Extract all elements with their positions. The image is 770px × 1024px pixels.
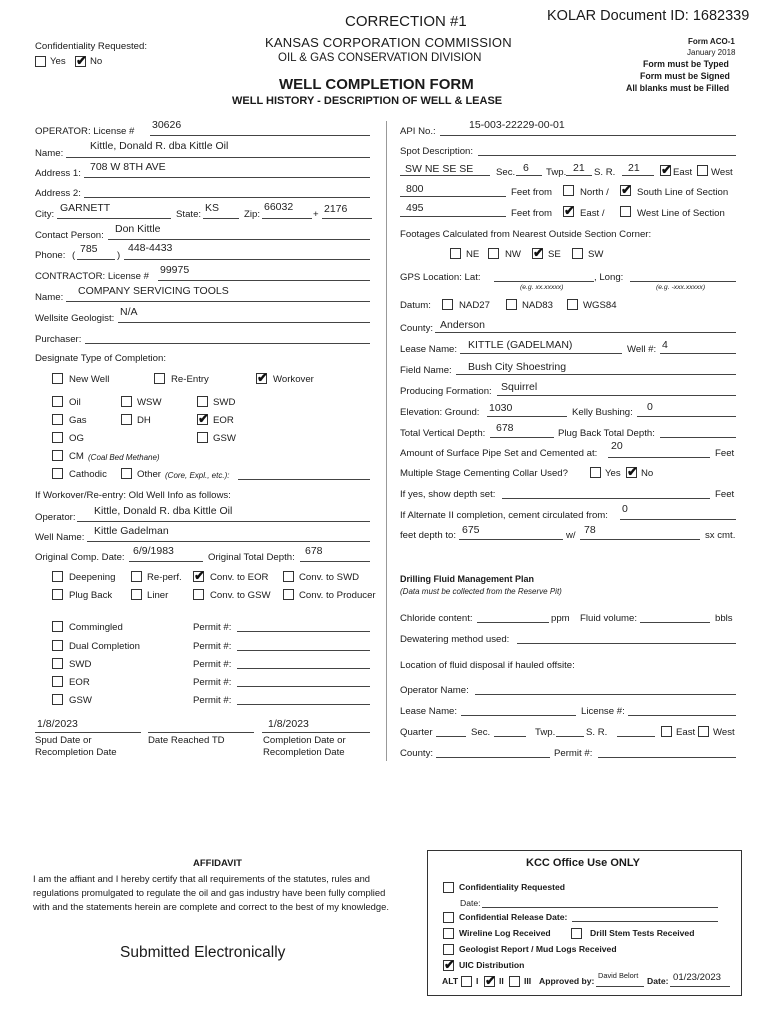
- feet-depth-value[interactable]: 675: [462, 524, 480, 536]
- gsw-checkbox[interactable]: [197, 432, 208, 443]
- permit-label: Permit #:: [193, 677, 232, 688]
- confidentiality-yes-label: Yes: [50, 56, 66, 67]
- kcc-uic-label: UIC Distribution: [459, 960, 525, 970]
- kcc-dst-label: Drill Stem Tests Received: [590, 928, 695, 938]
- eor2-label: EOR: [69, 677, 90, 688]
- multistage-no-checkbox[interactable]: [626, 467, 637, 478]
- spot-description-label: Spot Description:: [400, 146, 474, 157]
- form-id: Form ACO-1: [688, 37, 735, 46]
- feet-from-ns-value[interactable]: 800: [406, 183, 424, 195]
- geologist-label: Wellsite Geologist:: [35, 313, 115, 324]
- s-r-label: S. R.: [594, 167, 616, 178]
- county-value[interactable]: Anderson: [440, 319, 485, 331]
- agency-division: OIL & GAS CONSERVATION DIVISION: [278, 52, 482, 64]
- ppm-unit: ppm: [551, 613, 570, 624]
- swd2-label: SWD: [69, 659, 92, 670]
- kcc-conf-label: Confidentiality Requested: [459, 882, 565, 892]
- conv-gsw-label: Conv. to GSW: [210, 590, 271, 601]
- liner-label: Liner: [147, 590, 169, 601]
- kcc-uic-checkbox[interactable]: [443, 960, 454, 971]
- sx-value[interactable]: 78: [584, 524, 596, 536]
- liner-checkbox[interactable]: [131, 589, 142, 600]
- dfm-title: Drilling Fluid Management Plan: [400, 574, 535, 584]
- kcc-wireline-checkbox[interactable]: [443, 928, 454, 939]
- contractor-license-value[interactable]: 99975: [160, 264, 190, 276]
- sw-checkbox[interactable]: [572, 248, 583, 259]
- field-name-label: Field Name:: [400, 365, 452, 376]
- alt2-value[interactable]: 0: [622, 503, 628, 515]
- confidentiality-no-checkbox[interactable]: [75, 56, 86, 67]
- eor2-checkbox[interactable]: [52, 676, 63, 687]
- alt2-label: If Alternate II completion, cement circulated from:: [400, 510, 608, 521]
- cm-checkbox[interactable]: [52, 450, 63, 461]
- spud-date-label-1: Spud Date or: [35, 735, 92, 746]
- fluid-volume-label: Fluid volume:: [580, 613, 638, 624]
- plug-back-checkbox[interactable]: [52, 589, 63, 600]
- disposal-permit-label: Permit #:: [554, 748, 593, 759]
- fluid-disposal-label: Location of fluid disposal if hauled offsite:: [400, 660, 575, 671]
- reperf-label: Re-perf.: [147, 572, 182, 583]
- kelly-bushing-value[interactable]: 0: [647, 401, 653, 413]
- address1-value[interactable]: 708 W 8TH AVE: [90, 161, 166, 173]
- kcc-alt-label: ALT: [442, 976, 459, 986]
- spud-date-value[interactable]: 1/8/2023: [37, 718, 78, 730]
- contact-value[interactable]: Don Kittle: [115, 223, 161, 235]
- permit-label: Permit #:: [193, 659, 232, 670]
- field-name-value[interactable]: Bush City Shoestring: [468, 361, 567, 373]
- wsw-checkbox[interactable]: [121, 396, 132, 407]
- conv-eor-label: Conv. to EOR: [210, 572, 269, 583]
- contractor-name-label: Name:: [35, 292, 64, 303]
- orig-comp-date-label: Original Comp. Date:: [35, 552, 125, 563]
- submitted-electronically: Submitted Electronically: [120, 944, 286, 961]
- twp-value[interactable]: 21: [573, 162, 585, 174]
- operator-license-label: OPERATOR: License #: [35, 126, 135, 137]
- west2-label: West Line of Section: [637, 208, 725, 219]
- kcc-approver-value: David Belort: [598, 971, 639, 980]
- purchaser-label: Purchaser:: [35, 334, 82, 345]
- producing-formation-value[interactable]: Squirrel: [501, 381, 538, 393]
- city-label: City:: [35, 209, 55, 220]
- feet-unit: Feet: [715, 448, 735, 459]
- depth-set-label: If yes, show depth set:: [400, 489, 496, 500]
- other-label: Other: [137, 469, 161, 480]
- zip-value[interactable]: 66032: [264, 201, 294, 213]
- kcc-wireline-label: Wireline Log Received: [459, 928, 551, 938]
- kcc-alt-iii-checkbox[interactable]: [509, 976, 520, 987]
- kcc-alt-iii-label: III: [524, 976, 532, 986]
- operator-license-value[interactable]: 30626: [152, 119, 182, 131]
- contractor-name-value[interactable]: COMPANY SERVICING TOOLS: [78, 285, 229, 297]
- disposal-sr-label: S. R.: [586, 727, 608, 738]
- address2-label: Address 2:: [35, 188, 81, 199]
- phone-area-value[interactable]: 785: [80, 243, 98, 255]
- form-note-typed: Form must be Typed: [643, 59, 729, 69]
- ne-label: NE: [466, 249, 480, 260]
- kcc-conf-checkbox[interactable]: [443, 882, 454, 893]
- plug-back-label: Plug Back: [69, 590, 113, 601]
- state-value[interactable]: KS: [205, 202, 220, 214]
- se-label: SE: [548, 249, 561, 260]
- w-label: w/: [566, 530, 576, 541]
- feet-unit: Feet: [715, 489, 735, 500]
- quarter-label: Quarter: [400, 727, 433, 738]
- permit-label: Permit #:: [193, 695, 232, 706]
- well-name-label: Well Name:: [35, 532, 85, 543]
- completion-date-label-2: Recompletion Date: [263, 747, 345, 758]
- kcc-conf-release-checkbox[interactable]: [443, 912, 454, 923]
- commingled-label: Commingled: [69, 622, 123, 633]
- dual-completion-checkbox[interactable]: [52, 640, 63, 651]
- og-label: OG: [69, 433, 84, 444]
- kcc-approved-label: Approved by:: [539, 976, 595, 986]
- contact-label: Contact Person:: [35, 230, 104, 241]
- nw-label: NW: [505, 249, 521, 260]
- producing-formation-label: Producing Formation:: [400, 386, 492, 397]
- form-title: WELL COMPLETION FORM: [279, 76, 474, 93]
- confidentiality-yes-checkbox[interactable]: [35, 56, 46, 67]
- multistage-no-label: No: [641, 468, 654, 479]
- form-note-signed: Form must be Signed: [640, 71, 730, 81]
- address1-label: Address 1:: [35, 168, 81, 179]
- dual-completion-label: Dual Completion: [69, 641, 140, 652]
- east2-checkbox[interactable]: [563, 206, 574, 217]
- reperf-checkbox[interactable]: [131, 571, 142, 582]
- wgs84-checkbox[interactable]: [567, 299, 578, 310]
- sec-label: Sec.: [496, 167, 516, 178]
- south-label: South Line of Section: [637, 187, 729, 198]
- orig-total-depth-value[interactable]: 678: [305, 545, 323, 557]
- tvd-value[interactable]: 678: [496, 422, 514, 434]
- td-date-label: Date Reached TD: [148, 735, 225, 746]
- disposal-west-label: West: [713, 727, 735, 738]
- disposal-county-label: County:: [400, 748, 434, 759]
- gsw-label: GSW: [213, 433, 236, 444]
- kolar-document-id: KOLAR Document ID: 1682339: [547, 8, 750, 24]
- permit-label: Permit #:: [193, 641, 232, 652]
- api-value[interactable]: 15-003-22229-00-01: [469, 119, 565, 131]
- re-entry-checkbox[interactable]: [154, 373, 165, 384]
- conv-gsw-checkbox[interactable]: [193, 589, 204, 600]
- nad27-label: NAD27: [459, 300, 490, 311]
- west-label: West: [711, 167, 733, 178]
- feet-from-ew-value[interactable]: 495: [406, 202, 424, 214]
- well-number-label: Well #:: [627, 344, 657, 355]
- disposal-license-label: License #:: [581, 706, 625, 717]
- pbtd-label: Plug Back Total Depth:: [558, 428, 655, 439]
- kcc-title: KCC Office Use ONLY: [526, 857, 640, 869]
- permit-label: Permit #:: [193, 622, 232, 633]
- agency-name: KANSAS CORPORATION COMMISSION: [265, 35, 512, 50]
- oil-checkbox[interactable]: [52, 396, 63, 407]
- surface-pipe-value[interactable]: 20: [611, 440, 623, 452]
- other-note: (Core, Expl., etc.):: [165, 471, 230, 480]
- elevation-label: Elevation: Ground:: [400, 407, 480, 418]
- gps-lat-label: GPS Location: Lat:: [400, 272, 481, 283]
- dh-checkbox[interactable]: [121, 414, 132, 425]
- gsw2-label: GSW: [69, 695, 92, 706]
- deepening-checkbox[interactable]: [52, 571, 63, 582]
- gps-long-label: , Long:: [594, 272, 624, 283]
- geologist-value[interactable]: N/A: [120, 306, 138, 318]
- west2-checkbox[interactable]: [620, 206, 631, 217]
- conv-producer-checkbox[interactable]: [283, 589, 294, 600]
- kcc-conf-release-label: Confidential Release Date:: [459, 912, 568, 922]
- footages-label: Footages Calculated from Nearest Outside Section Corner:: [400, 229, 652, 240]
- eor-checkbox[interactable]: [197, 414, 208, 425]
- kcc-alt-i-checkbox[interactable]: [461, 976, 472, 987]
- zip-label: Zip:: [244, 209, 260, 220]
- lat-hint: (e.g. xx.xxxxx): [520, 284, 564, 291]
- range-value[interactable]: 21: [628, 162, 640, 174]
- dh-label: DH: [137, 415, 151, 426]
- elevation-value[interactable]: 1030: [489, 402, 513, 414]
- swd2-checkbox[interactable]: [52, 658, 63, 669]
- dfm-note: (Data must be collected from the Reserve Pit): [400, 587, 562, 596]
- oil-label: Oil: [69, 397, 81, 408]
- spud-date-label-2: Recompletion Date: [35, 747, 117, 758]
- sec-value[interactable]: 6: [523, 162, 529, 174]
- nad83-checkbox[interactable]: [506, 299, 517, 310]
- zip-plus-value[interactable]: 2176: [324, 203, 348, 215]
- disposal-lease-label: Lease Name:: [400, 706, 458, 717]
- city-value[interactable]: GARNETT: [60, 202, 111, 214]
- commingled-checkbox[interactable]: [52, 621, 63, 632]
- kcc-date-label: Date:: [460, 898, 481, 908]
- confidentiality-label: Confidentiality Requested:: [35, 41, 147, 52]
- ne-checkbox[interactable]: [450, 248, 461, 259]
- kcc-alt-ii-checkbox[interactable]: [484, 976, 495, 987]
- wgs84-label: WGS84: [583, 300, 617, 311]
- surface-pipe-label: Amount of Surface Pipe Set and Cemented at:: [400, 448, 598, 459]
- well-name-value[interactable]: Kittle Gadelman: [94, 525, 169, 537]
- cathodic-checkbox[interactable]: [52, 468, 63, 479]
- kcc-alt-ii-label: II: [499, 976, 504, 986]
- well-number-value[interactable]: 4: [662, 339, 668, 351]
- multistage-yes-checkbox[interactable]: [590, 467, 601, 478]
- swd-label: SWD: [213, 397, 236, 408]
- correction-label: CORRECTION #1: [345, 13, 467, 30]
- feet-from-label: Feet from: [511, 208, 553, 219]
- affidavit-line-1: I am the affiant and I hereby certify that all requirements of the statutes, rules and: [33, 873, 370, 884]
- form-note-filled: All blanks must be Filled: [626, 83, 730, 93]
- gas-label: Gas: [69, 415, 87, 426]
- confidentiality-no-label: No: [90, 56, 103, 67]
- se-checkbox[interactable]: [532, 248, 543, 259]
- conv-producer-label: Conv. to Producer: [299, 590, 376, 601]
- operator-name-value[interactable]: Kittle, Donald R. dba Kittle Oil: [90, 140, 229, 152]
- sw-label: SW: [588, 249, 604, 260]
- long-hint: (e.g. -xxx.xxxxx): [656, 284, 706, 291]
- operator-name-label: Name:: [35, 148, 64, 159]
- north-checkbox[interactable]: [563, 185, 574, 196]
- old-operator-label: Operator:: [35, 512, 76, 523]
- orig-total-depth-label: Original Total Depth:: [208, 552, 295, 563]
- gas-checkbox[interactable]: [52, 414, 63, 425]
- other-checkbox[interactable]: [121, 468, 132, 479]
- sx-unit: sx cmt.: [705, 530, 736, 541]
- south-checkbox[interactable]: [620, 185, 631, 196]
- affidavit-title: AFFIDAVIT: [193, 858, 242, 869]
- form-date: January 2018: [687, 48, 736, 57]
- conv-swd-checkbox[interactable]: [283, 571, 294, 582]
- disposal-sec-label: Sec.: [471, 727, 491, 738]
- kcc-alt-i-label: I: [476, 976, 479, 986]
- contractor-license-label: CONTRACTOR: License #: [35, 271, 149, 282]
- designate-label: Designate Type of Completion:: [35, 353, 167, 364]
- tvd-label: Total Vertical Depth:: [400, 428, 486, 439]
- west-checkbox[interactable]: [697, 165, 708, 176]
- conv-swd-label: Conv. to SWD: [299, 572, 360, 583]
- multistage-label: Multiple Stage Cementing Collar Used?: [400, 468, 568, 479]
- wsw-label: WSW: [137, 397, 162, 408]
- east-label: East: [673, 167, 693, 178]
- disposal-west-checkbox[interactable]: [698, 726, 709, 737]
- east-checkbox[interactable]: [660, 165, 671, 176]
- lease-name-value[interactable]: KITTLE (GADELMAN): [468, 339, 573, 351]
- old-operator-value[interactable]: Kittle, Donald R. dba Kittle Oil: [94, 505, 233, 517]
- phone-value[interactable]: 448-4433: [128, 242, 173, 254]
- cathodic-label: Cathodic: [69, 469, 107, 480]
- bbls-unit: bbls: [715, 613, 733, 624]
- new-well-label: New Well: [69, 374, 110, 385]
- cm-note: (Coal Bed Methane): [88, 453, 160, 462]
- gsw2-checkbox[interactable]: [52, 694, 63, 705]
- dewatering-label: Dewatering method used:: [400, 634, 510, 645]
- conv-eor-checkbox[interactable]: [193, 571, 204, 582]
- kcc-date2-label: Date:: [647, 976, 669, 986]
- api-label: API No.:: [400, 126, 436, 137]
- multistage-yes-label: Yes: [605, 468, 621, 479]
- orig-comp-date-value[interactable]: 6/9/1983: [133, 545, 174, 557]
- og-checkbox[interactable]: [52, 432, 63, 443]
- nw-checkbox[interactable]: [488, 248, 499, 259]
- lease-name-label: Lease Name:: [400, 344, 458, 355]
- phone-label: Phone:: [35, 250, 66, 261]
- re-entry-label: Re-Entry: [171, 374, 209, 385]
- cm-label: CM: [69, 451, 84, 462]
- county-label: County:: [400, 323, 434, 334]
- spot-value[interactable]: SW NE SE SE: [405, 163, 474, 175]
- feet-depth-label: feet depth to:: [400, 530, 457, 541]
- disposal-east-checkbox[interactable]: [661, 726, 672, 737]
- new-well-checkbox[interactable]: [52, 373, 63, 384]
- kcc-geologist-label: Geologist Report / Mud Logs Received: [459, 944, 617, 954]
- column-divider: [386, 121, 387, 761]
- affidavit-line-2: regulations promulgated to regulate the oil and gas industry have been fully complied: [33, 887, 386, 898]
- feet-from-label: Feet from: [511, 187, 553, 198]
- swd-checkbox[interactable]: [197, 396, 208, 407]
- form-subtitle: WELL HISTORY - DESCRIPTION OF WELL & LEASE: [232, 95, 503, 107]
- eor-label: EOR: [213, 415, 234, 426]
- kcc-approved-date-value: 01/23/2023: [673, 972, 722, 983]
- kcc-geologist-checkbox[interactable]: [443, 944, 454, 955]
- nad27-checkbox[interactable]: [442, 299, 453, 310]
- disposal-east-label: East: [676, 727, 696, 738]
- datum-label: Datum:: [400, 300, 431, 311]
- workover-checkbox[interactable]: [256, 373, 267, 384]
- state-label: State:: [176, 209, 202, 220]
- workover-label: Workover: [273, 374, 314, 385]
- north-label: North /: [580, 187, 609, 198]
- disposal-twp-label: Twp.: [535, 727, 556, 738]
- east2-label: East /: [580, 208, 605, 219]
- chloride-label: Chloride content:: [400, 613, 473, 624]
- deepening-label: Deepening: [69, 572, 116, 583]
- kelly-bushing-label: Kelly Bushing:: [572, 407, 633, 418]
- affidavit-line-3: with and the statements herein are complete and correct to the best of my knowledge.: [33, 901, 389, 912]
- nad83-label: NAD83: [522, 300, 553, 311]
- workover-info-label: If Workover/Re-entry: Old Well Info as follows:: [35, 490, 231, 501]
- completion-date-value[interactable]: 1/8/2023: [268, 718, 309, 730]
- completion-date-label-1: Completion Date or: [263, 735, 346, 746]
- disposal-operator-label: Operator Name:: [400, 685, 469, 696]
- twp-label: Twp.: [546, 167, 567, 178]
- kcc-dst-checkbox[interactable]: [571, 928, 582, 939]
